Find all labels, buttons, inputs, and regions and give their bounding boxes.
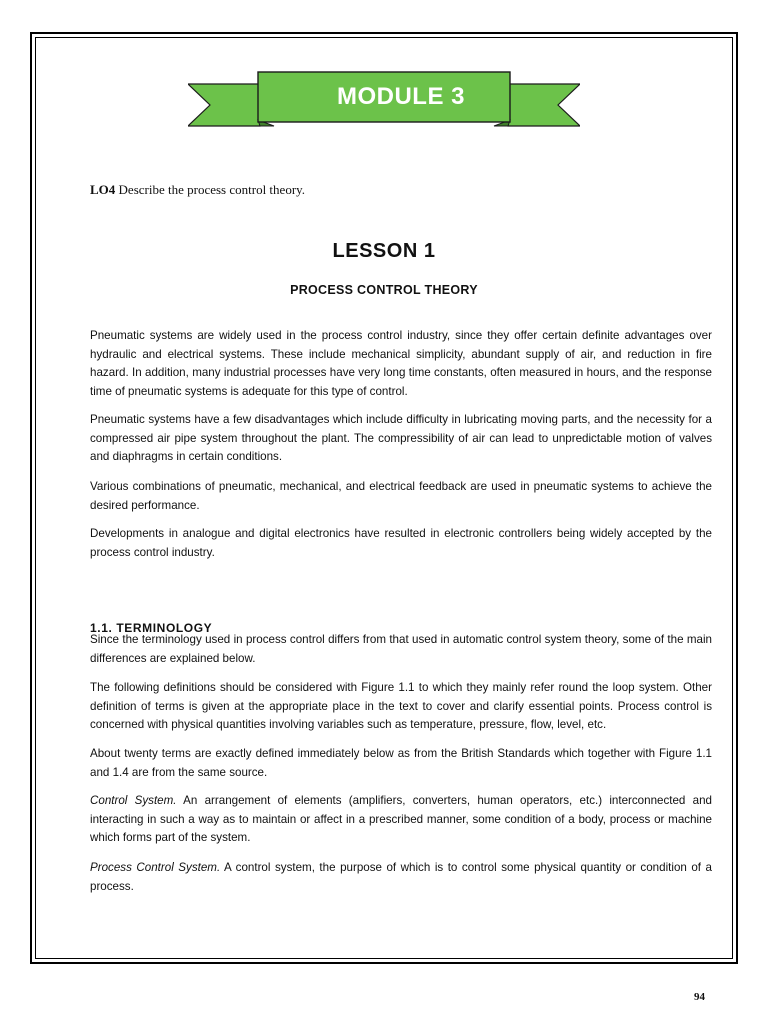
module-title: MODULE 3 bbox=[336, 83, 465, 110]
definition-process-control-system-term: Process Control System. bbox=[90, 861, 221, 874]
intro-paragraph-4: Developments in analogue and digital electronics have resulted in electronic controllers being widely accepted by the process control industry. bbox=[90, 527, 712, 559]
definition-process-control-system bbox=[90, 859, 712, 896]
intro-paragraph-2: Pneumatic systems have a few disadvantages which include difficulty in lubricating moving parts, and the necessity for a compressed air pipe system throughout the plant. The compressibility of air can lead to unpredictable motion of valves and diaphragms in certain conditions. bbox=[90, 413, 712, 463]
terminology-paragraph-3: About twenty terms are exactly defined immediately below as from the British Standards which together with Figure 1.1 and 1.4 are from the same source. bbox=[90, 747, 712, 779]
page-number: 94 bbox=[694, 991, 705, 1003]
ribbon-left-tail bbox=[188, 84, 260, 126]
definition-process-control-system-text: A control system, the purpose of which is to control some physical quantity or condition of a process. bbox=[90, 861, 712, 893]
lesson-title: LESSON 1 bbox=[332, 240, 436, 262]
learning-outcome-code: LO4 bbox=[90, 182, 116, 197]
learning-outcome bbox=[90, 182, 305, 198]
learning-outcome-text: Describe the process control theory. bbox=[118, 182, 306, 197]
definition-control-system bbox=[90, 792, 712, 848]
intro-paragraph-3: Various combinations of pneumatic, mechanical, and electrical feedback are used in pneumatic systems to achieve the desired performance. bbox=[90, 480, 712, 512]
definition-control-system-term: Control System. bbox=[90, 794, 177, 807]
intro-paragraph-1: Pneumatic systems are widely used in the process control industry, since they offer certain definite advantages over hydraulic and electrical systems. These include mechanical simplicity, abundant supply of air, and reduction in fire hazard. In addition, many industrial processes have very long time constants, often measured in hours, and the response time of pneumatic systems is adequate for this type of control. bbox=[90, 329, 712, 398]
section-heading: 1.1. TERMINOLOGY bbox=[90, 621, 213, 635]
terminology-paragraph-2: The following definitions should be considered with Figure 1.1 to which they mainly refer round the loop system. Other definition of terms is given at the appropriate place in the text to cover and clarify essential points. Process control is concerned with physical quantities involving variables such as temperature, pressure, flow, level, etc. bbox=[90, 681, 712, 731]
terminology-paragraph-1: Since the terminology used in process control differs from that used in automatic control system theory, some of the main differences are explained below. bbox=[90, 633, 712, 665]
lesson-subtitle: PROCESS CONTROL THEORY bbox=[290, 283, 478, 297]
definition-control-system-text: An arrangement of elements (amplifiers, converters, human operators, etc.) interconnected and interacting in such a way as to maintain or affect in a prescribed manner, some condition of a body, process or machine which forms part of the system. bbox=[90, 794, 712, 844]
